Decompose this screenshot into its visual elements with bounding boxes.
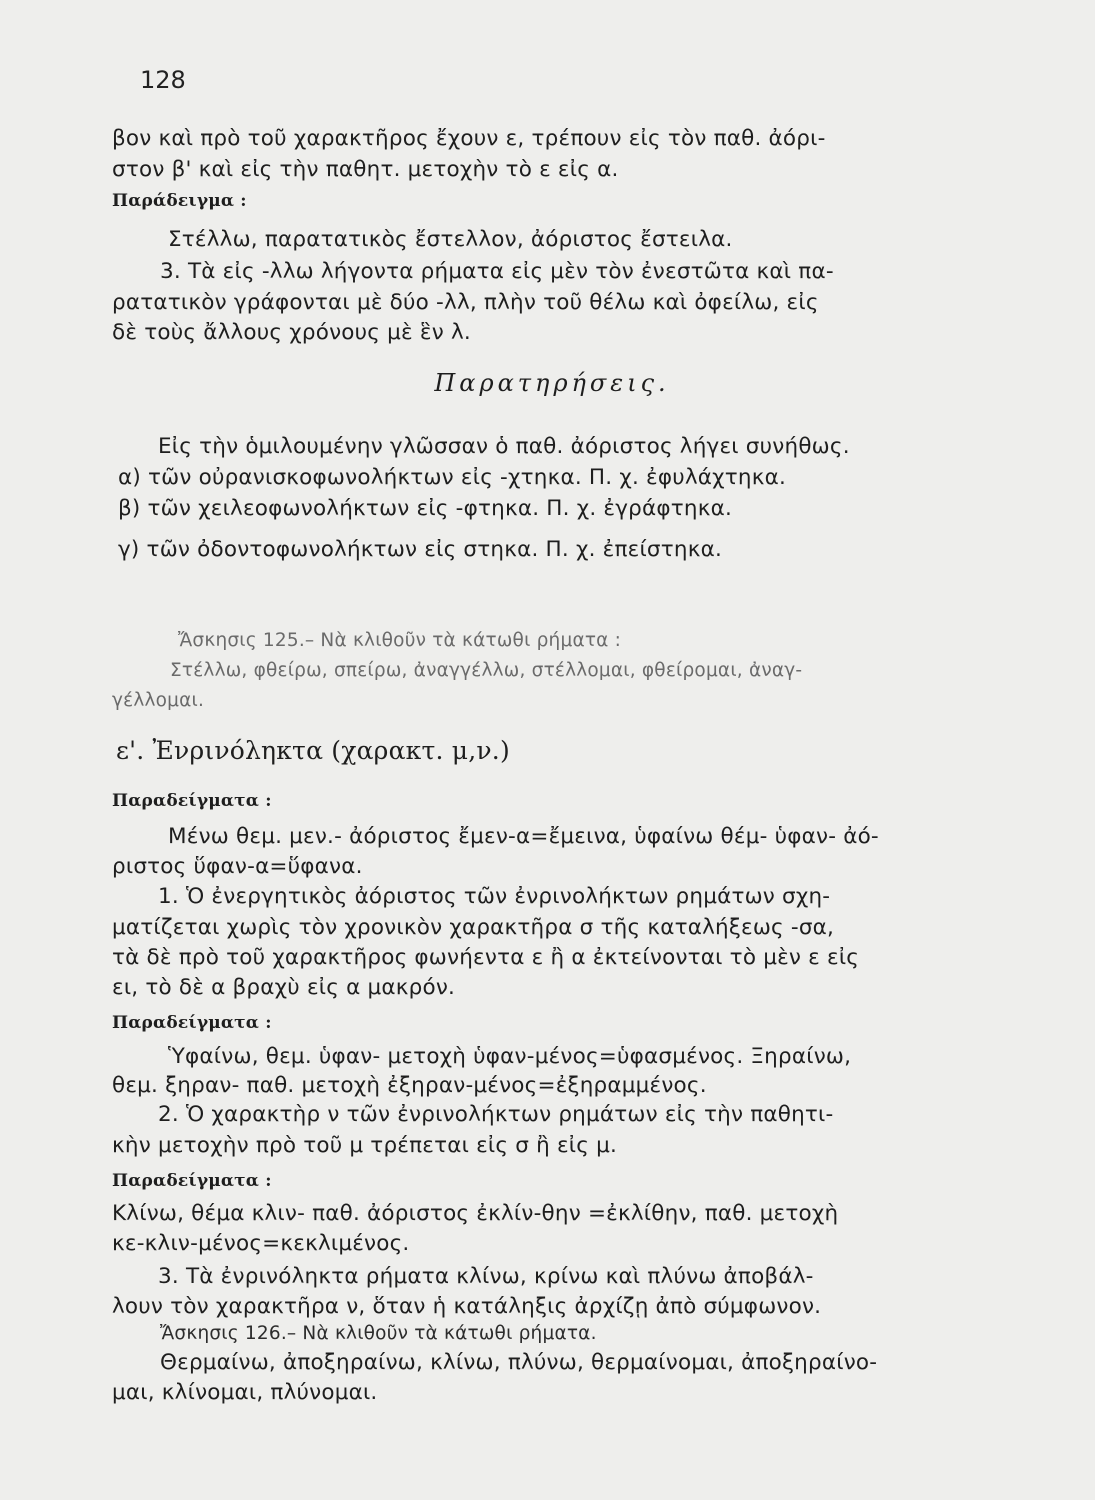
exercise-125-title: Ἄσκησις 125.– Νὰ κλιθοῦν τὰ κάτωθι ρήματα : — [178, 630, 622, 651]
list-item: α) τῶν οὐρανισκοφωνολήκτων εἰς -χτηκα. Π. χ. ἐφυλάχτηκα. — [118, 465, 787, 490]
text-line: κὴν μετοχὴν πρὸ τοῦ μ τρέπεται εἰς σ ἢ εἰς μ. — [112, 1133, 618, 1158]
example-label: Παράδειγμα : — [112, 191, 247, 211]
text-line: ματίζεται χωρὶς τὸν χρονικὸν χαρακτῆρα σ τῆς καταλήξεως -σα, — [112, 915, 835, 940]
rule-3: 3. Τὰ εἰς -λλω λήγοντα ρήματα εἰς μὲν τὸν ἐνεστῶτα καὶ πα- — [160, 259, 834, 284]
exercise-126-title: Ἄσκησις 126.– Νὰ κλιθοῦν τὰ κάτωθι ρήματα. — [160, 1323, 597, 1344]
text-line: Στέλλω, παρατατικὸς ἔστελλον, ἀόριστος ἔστειλα. — [168, 227, 733, 252]
section-title-observations: Παρατηρήσεις. — [434, 369, 670, 397]
list-item: β) τῶν χειλεοφωνολήκτων εἰς -φτηκα. Π. χ. ἐγράφτηκα. — [118, 496, 733, 521]
rule-1: 1. Ὁ ἐνεργητικὸς ἀόριστος τῶν ἐνρινολήκτων ρημάτων σχη- — [158, 884, 831, 909]
text-line: δὲ τοὺς ἄλλους χρόνους μὲ ἓν λ. — [112, 320, 471, 345]
page-number: 128 — [140, 66, 186, 94]
rule-3b: 3. Τὰ ἐνρινόληκτα ρήματα κλίνω, κρίνω καὶ πλύνω ἀποβάλ- — [158, 1264, 814, 1289]
text-line: βον καὶ πρὸ τοῦ χαρακτῆρος ἔχουν ε, τρέπουν εἰς τὸν παθ. ἀόρι- — [112, 126, 826, 151]
examples-label: Παραδείγματα : — [112, 1013, 272, 1033]
examples-label: Παραδείγματα : — [112, 791, 272, 811]
text-line: κε-κλιν-μένος=κεκλιμένος. — [112, 1231, 410, 1256]
text-line: ριστος ὕφαν-α=ὕφανα. — [112, 854, 363, 879]
text-line: Μένω θεμ. μεν.- ἀόριστος ἔμεν-α=ἔμεινα, ὑφαίνω θέμ- ὑφαν- ἀό- — [168, 824, 879, 849]
text-line: Ὑφαίνω, θεμ. ὑφαν- μετοχὴ ὑφαν-μένος=ὑφασμένος. Ξηραίνω, — [168, 1044, 852, 1069]
text-line: μαι, κλίνομαι, πλύνομαι. — [112, 1380, 378, 1405]
text-line: λουν τὸν χαρακτῆρα ν, ὅταν ἡ κατάληξις ἀρχίζῃ ἀπὸ σύμφωνον. — [112, 1294, 822, 1319]
text-line: Κλίνω, θέμα κλιν- παθ. ἀόριστος ἐκλίν-θην =ἐκλίθην, παθ. μετοχὴ — [112, 1201, 839, 1226]
text-line: στον β' καὶ εἰς τὴν παθητ. μετοχὴν τὸ ε εἰς α. — [112, 157, 619, 182]
exercise-text: γέλλομαι. — [112, 690, 205, 711]
text-line: ει, τὸ δὲ α βραχὺ εἰς α μακρόν. — [112, 975, 456, 1000]
rule-2: 2. Ὁ χαρακτὴρ ν τῶν ἐνρινολήκτων ρημάτων εἰς τὴν παθητι- — [158, 1102, 834, 1127]
section-heading-nasal-verbs: ε'. Ἐνρινόληκτα (χαρακτ. μ,ν.) — [116, 736, 510, 765]
text-line: θεμ. ξηραν- παθ. μετοχὴ ἐξηραν-μένος=ἐξηραμμένος. — [112, 1073, 707, 1098]
list-item: γ) τῶν ὀδοντοφωνολήκτων εἰς στηκα. Π. χ. ἐπείστηκα. — [118, 537, 722, 562]
text-line: ρατατικὸν γράφονται μὲ δύο -λλ, πλὴν τοῦ θέλω καὶ ὀφείλω, εἰς — [112, 290, 819, 315]
text-line: Εἰς τὴν ὁμιλουμένην γλῶσσαν ὁ παθ. ἀόριστος λήγει συνήθως. — [158, 434, 850, 459]
text-line: τὰ δὲ πρὸ τοῦ χαρακτῆρος φωνήεντα ε ἢ α ἐκτείνονται τὸ μὲν ε εἰς — [112, 945, 860, 970]
exercise-text: Στέλλω, φθείρω, σπείρω, ἀναγγέλλω, στέλλομαι, φθείρομαι, ἀναγ- — [170, 660, 803, 681]
examples-label: Παραδείγματα : — [112, 1171, 272, 1191]
text-line: Θερμαίνω, ἀποξηραίνω, κλίνω, πλύνω, θερμαίνομαι, ἀποξηραίνο- — [160, 1350, 878, 1375]
